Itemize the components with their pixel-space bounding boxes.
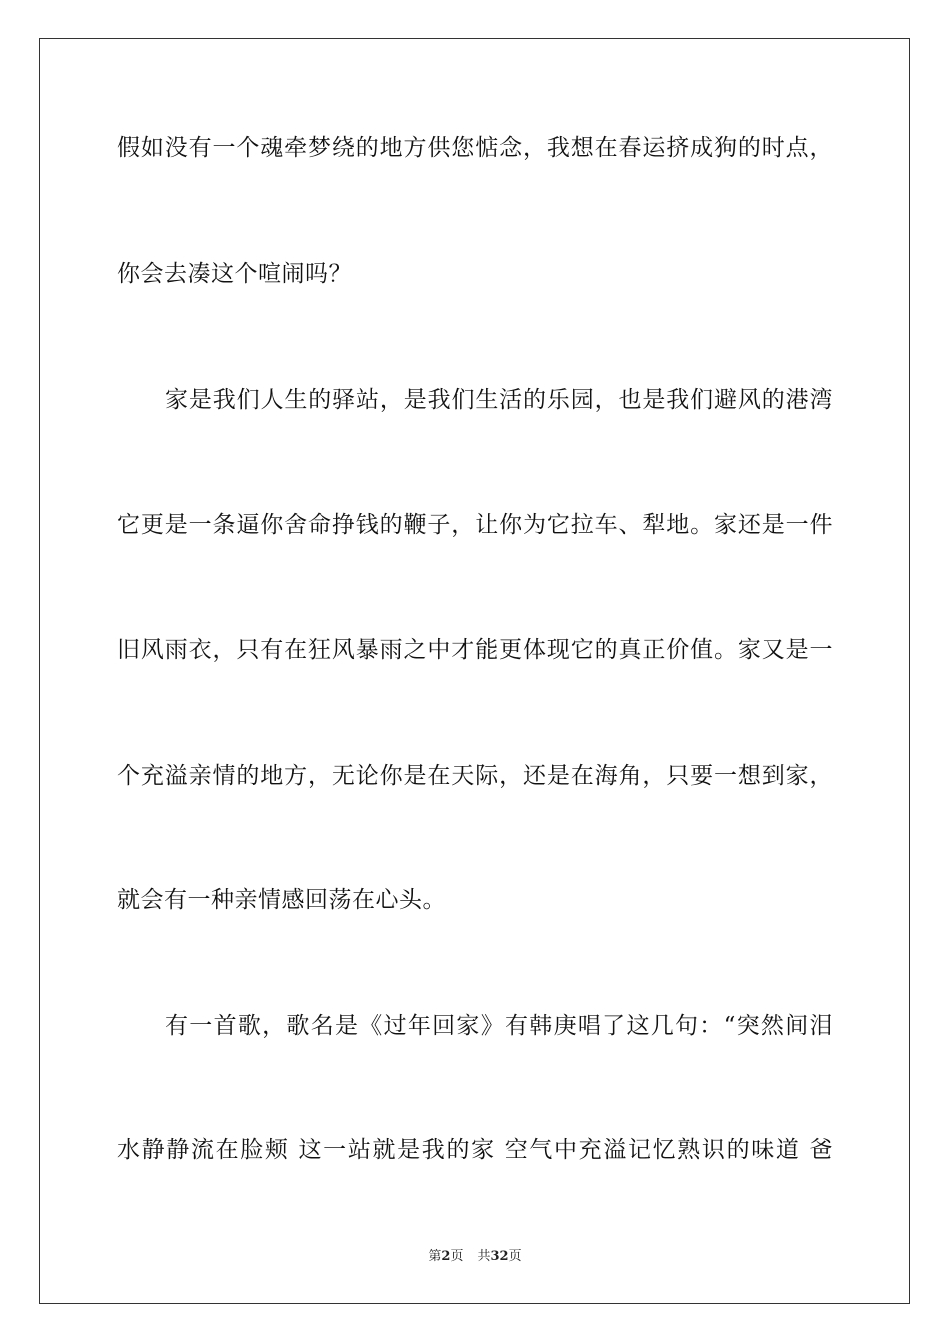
paragraph-3-line-2: 水静静流在脸颊 这一站就是我的家 空气中充溢记忆熟识的味道 爸 (117, 1137, 833, 1163)
paragraph-1-line-1: 假如没有一个魂牵梦绕的地方供您惦念，我想在春运挤成狗的时点， (117, 135, 833, 161)
page-prefix: 第 (428, 1249, 442, 1264)
paragraph-1-line-2: 你会去凑这个喧闹吗？ (117, 261, 352, 287)
total-pages: 32 (490, 1249, 509, 1264)
paragraph-2-line-2: 它更是一条逼你舍命挣钱的鞭子，让你为它拉车、犁地。家还是一件 (117, 512, 833, 538)
total-prefix: 共 (477, 1249, 491, 1264)
paragraph-2-line-4: 个充溢亲情的地方，无论你是在天际，还是在海角，只要一想到家， (117, 763, 833, 789)
total-suffix: 页 (508, 1249, 522, 1264)
page-footer (0, 1248, 950, 1266)
paragraph-2-line-3: 旧风雨衣，只有在狂风暴雨之中才能更体现它的真正价值。家又是一 (117, 637, 833, 663)
page-border (39, 38, 910, 1304)
paragraph-2-line-5: 就会有一种亲情感回荡在心头。 (117, 887, 446, 913)
page-number: 2 (441, 1249, 451, 1264)
paragraph-2-line-1: 家是我们人生的驿站，是我们生活的乐园，也是我们避风的港湾 (165, 387, 833, 413)
paragraph-3-line-1: 有一首歌，歌名是《过年回家》有韩庚唱了这几句：“突然间泪 (165, 1013, 833, 1039)
page-suffix: 页 (450, 1249, 464, 1264)
